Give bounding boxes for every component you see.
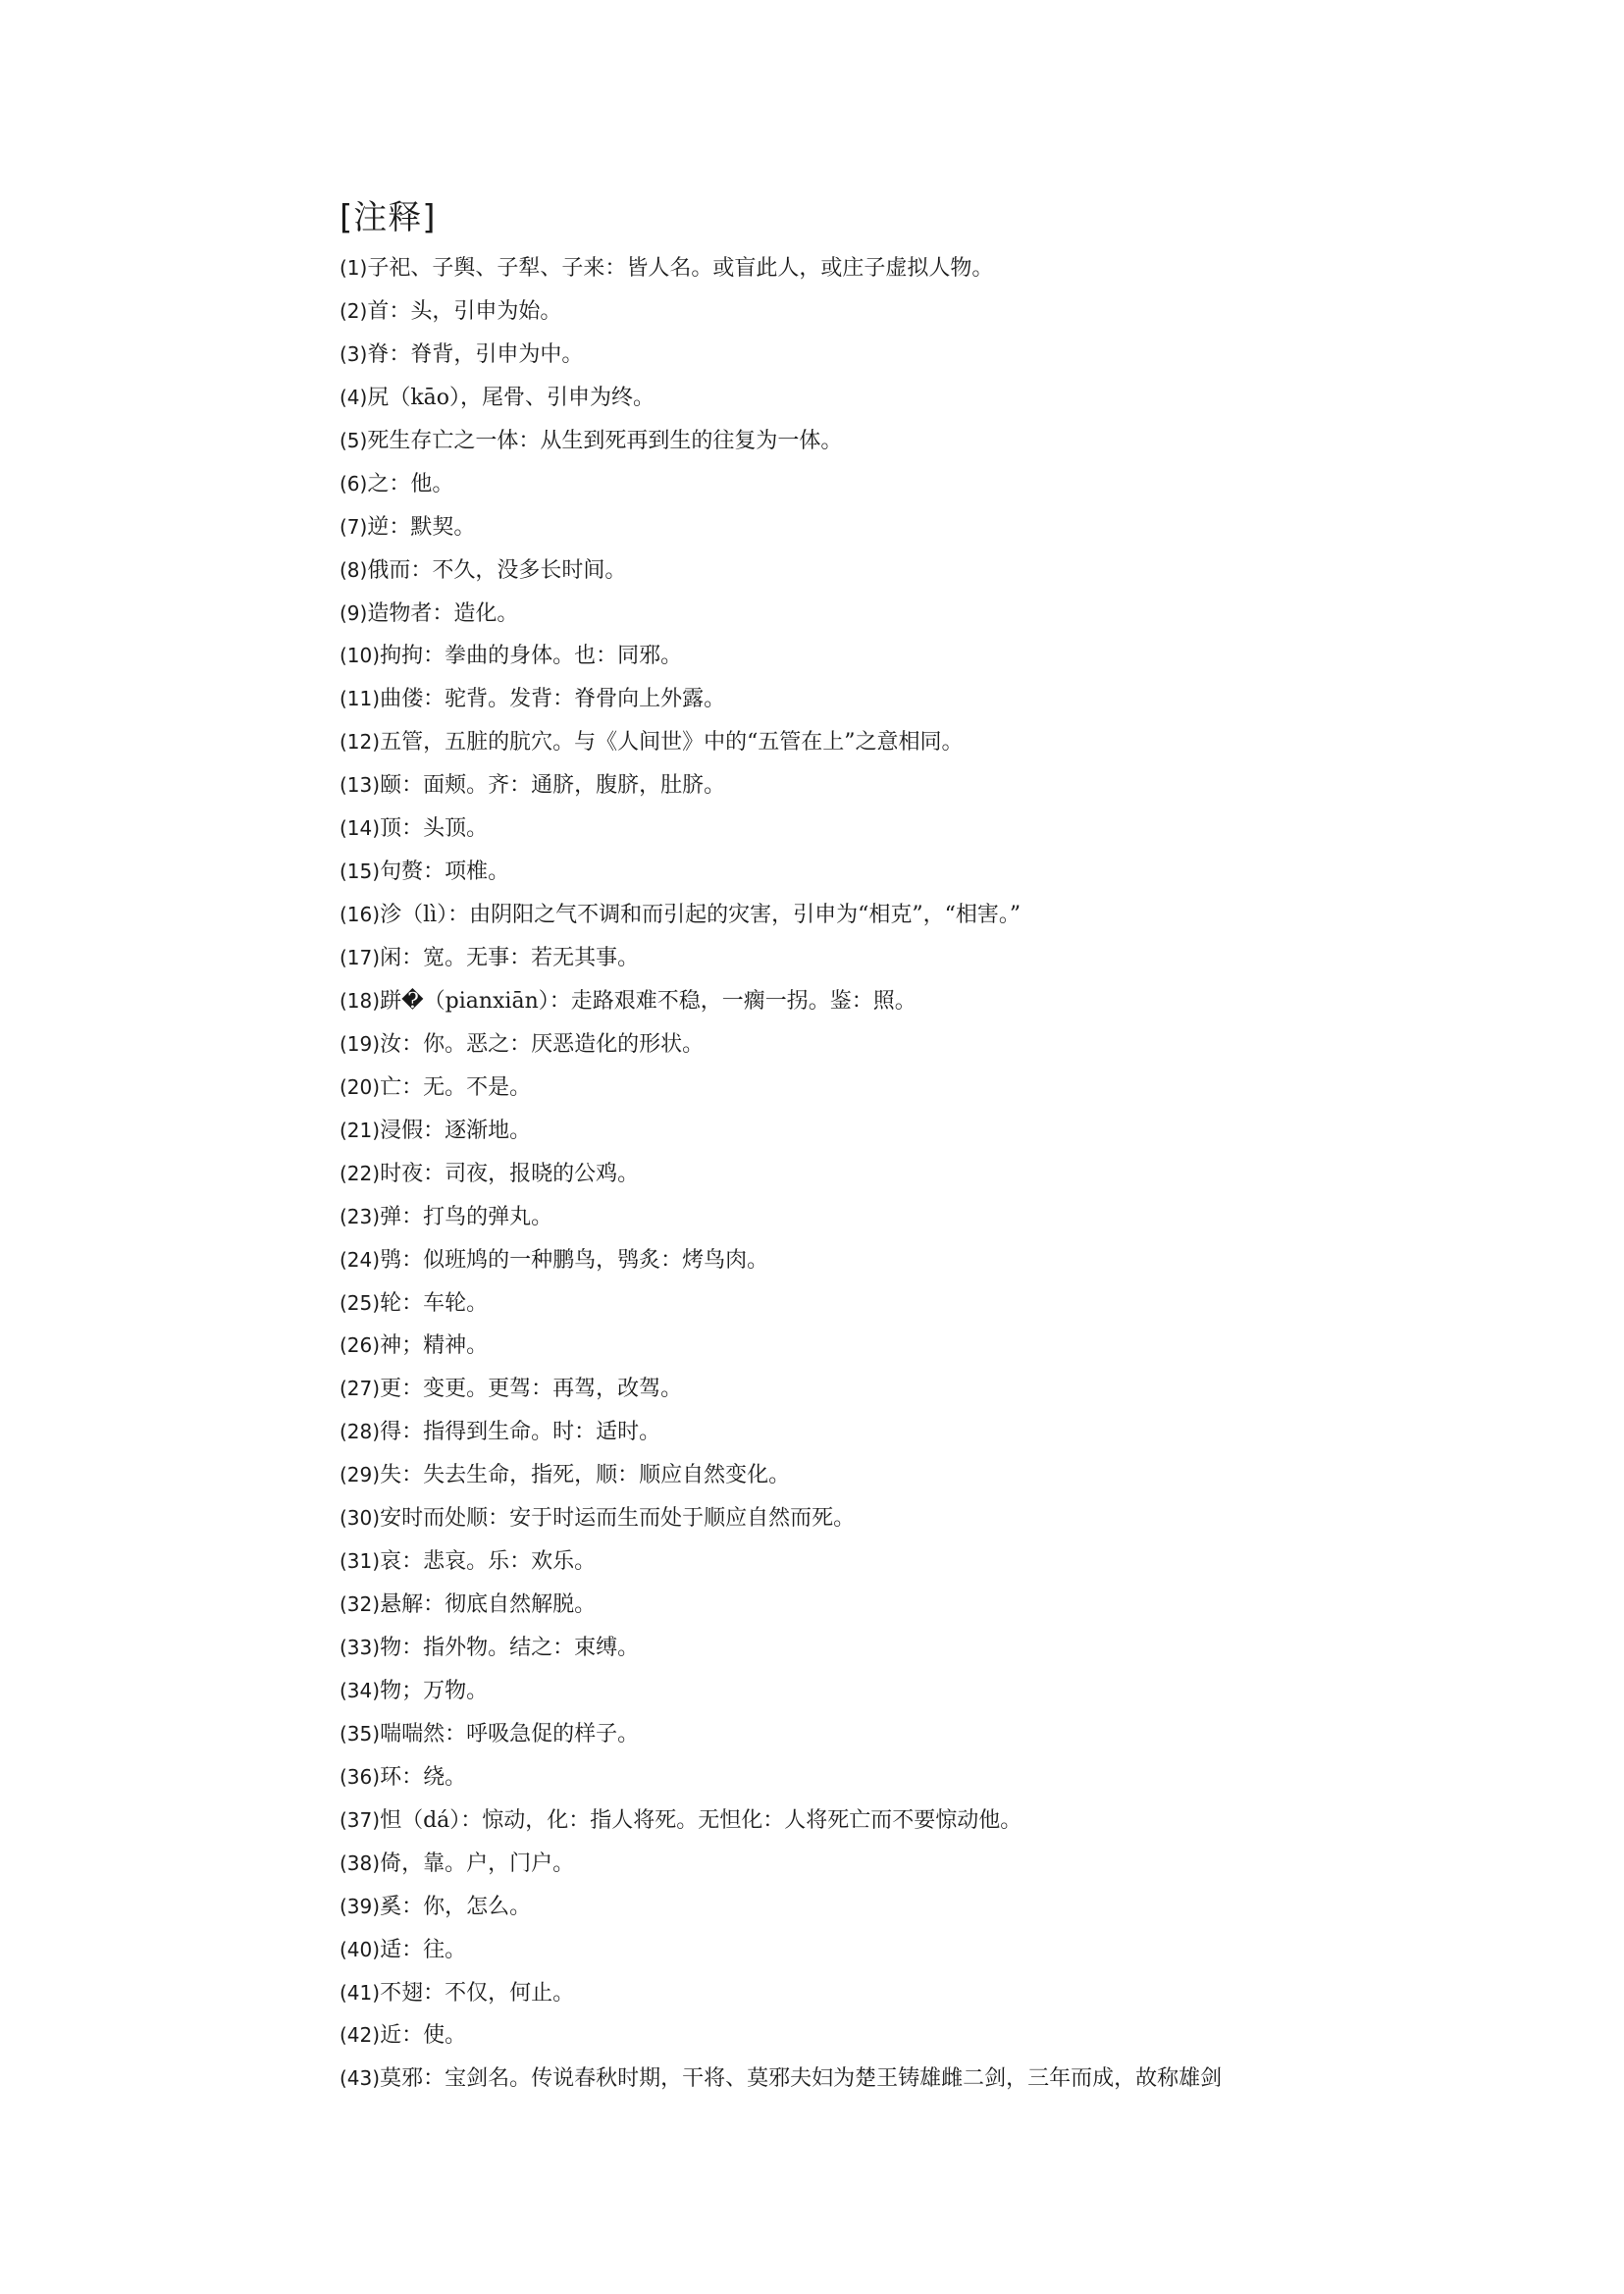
annotation-text: 首：头，引申为始。 [367,298,562,324]
annotation-item [340,1153,1380,1196]
annotation-item [340,1972,1380,2015]
annotation-number: (15) [340,860,381,884]
annotation-number: (32) [340,1592,381,1617]
annotation-text: 浸假：逐渐地。 [380,1118,532,1143]
annotation-text: 造物者：造化。 [367,600,519,626]
annotation-item [340,1756,1380,1799]
annotation-number: (24) [340,1247,381,1272]
annotation-number: (12) [340,730,381,755]
annotation-item [340,764,1380,808]
annotation-number: (19) [340,1031,381,1056]
annotation-item [340,1325,1380,1368]
annotation-item [340,1713,1380,1756]
annotation-text: 适：往。 [380,1937,467,1962]
annotation-item [340,678,1380,721]
annotation-item [340,937,1380,980]
annotation-text: 弹：打鸟的弹丸。 [380,1204,553,1229]
annotation-number: (1) [340,256,368,280]
annotation-item [340,808,1380,851]
annotation-number: (20) [340,1074,381,1099]
annotation-number: (33) [340,1636,381,1659]
annotation-text: 物：指外物。结之：束缚。 [380,1636,640,1660]
annotation-text: 环：绕。 [380,1764,467,1790]
annotation-text: 倚，靠。户，门户。 [380,1851,575,1876]
annotation-number: (40) [340,1937,381,1961]
annotation-text: 轮：车轮。 [380,1290,489,1316]
annotation-item [340,1110,1380,1153]
annotation-number: (38) [340,1851,381,1875]
annotation-number: (31) [340,1549,381,1574]
annotation-item [340,1799,1380,1843]
annotation-item [340,1497,1380,1540]
annotation-number: (3) [340,341,368,366]
annotation-item [340,894,1380,937]
annotation-number: (16) [340,903,381,927]
annotation-number: (29) [340,1463,381,1487]
annotation-item [340,1627,1380,1670]
annotation-text: 沴（lì）：由阴阳之气不调和而引起的灾害，引申为“相克”，“相害。” [380,903,1022,928]
annotation-number: (41) [340,1980,381,2005]
annotation-number: (5) [340,428,368,452]
annotation-item [340,593,1380,636]
annotation-number: (37) [340,1807,381,1832]
annotation-item [340,1023,1380,1067]
annotation-number: (7) [340,514,368,539]
annotation-text: 脊：脊背，引申为中。 [367,341,584,367]
annotation-text: 之：他。 [367,471,454,496]
annotation-text: 子祀、子舆、子犁、子来：皆人名。或盲此人，或庄子虚拟人物。 [367,256,994,281]
annotation-number: (11) [340,687,381,711]
annotation-number: (27) [340,1377,381,1401]
annotation-text: 死生存亡之一体：从生到死再到生的往复为一体。 [367,428,843,453]
annotation-text: 得：指得到生命。时：适时。 [380,1420,661,1445]
annotation-text: 莫邪：宝剑名。传说春秋时期，干将、莫邪夫妇为楚王铸雄雌二剑，三年而成，故称雄剑 [380,2066,1223,2092]
annotation-number: (6) [340,471,368,495]
annotation-number: (39) [340,1894,381,1918]
annotation-text: 哀：悲哀。乐：欢乐。 [380,1549,597,1575]
annotation-text: 亡：无。不是。 [380,1074,532,1100]
annotation-item [340,1454,1380,1497]
annotation-text: 句赘：项椎。 [380,860,510,885]
annotation-number: (28) [340,1420,381,1444]
annotation-text: 顶：头顶。 [380,816,489,842]
annotation-item [340,1929,1380,1972]
annotation-item [340,1584,1380,1627]
annotation-number: (9) [340,600,368,625]
annotation-number: (35) [340,1721,381,1746]
annotation-text: 奚：你，怎么。 [380,1894,532,1919]
annotation-number: (25) [340,1290,381,1315]
annotation-text: 物；万物。 [380,1678,489,1703]
annotation-number: (36) [340,1764,381,1789]
annotation-number: (43) [340,2066,381,2091]
annotation-text: 俄而：不久，没多长时间。 [367,557,627,583]
annotation-number: (26) [340,1333,381,1358]
annotation-item [340,1368,1380,1411]
annotation-item [340,290,1380,334]
annotation-number: (22) [340,1161,381,1185]
annotation-item [340,1886,1380,1929]
annotation-text: 不翅：不仅，何止。 [380,1980,575,2006]
annotation-item [340,247,1380,290]
annotation-text: 汝：你。恶之：厌恶造化的形状。 [380,1031,705,1057]
annotation-text: 曲偻：驼背。发背：脊骨向上外露。 [380,687,726,712]
annotation-text: 尻（kāo），尾骨、引申为终。 [367,385,655,410]
annotation-item [340,506,1380,549]
annotation-number: (2) [340,298,368,323]
annotation-text: 跰�（pianxiān）：走路艰难不稳，一瘸一拐。鉴：照。 [380,988,917,1014]
annotation-number: (23) [340,1204,381,1228]
annotation-text: 失：失去生命，指死，顺：顺应自然变化。 [380,1463,791,1488]
annotation-item [340,420,1380,463]
annotation-item [340,1670,1380,1713]
annotation-text: 闲：宽。无事：若无其事。 [380,946,640,970]
annotation-item [340,980,1380,1023]
annotation-item [340,549,1380,593]
annotation-item [340,851,1380,894]
annotation-item [340,635,1380,678]
annotation-text: 颐：面颊。齐：通脐，腹脐，肚脐。 [380,773,726,799]
annotation-text: 更：变更。更驾：再驾，改驾。 [380,1377,683,1402]
annotation-item [340,463,1380,506]
annotation-item [340,2014,1380,2058]
annotation-number: (34) [340,1678,381,1702]
annotation-item [340,1239,1380,1282]
annotation-item [340,1067,1380,1110]
annotation-item [340,1282,1380,1326]
annotation-item [340,1411,1380,1454]
annotation-text: 安时而处顺：安于时运而生而处于顺应自然而死。 [380,1506,856,1532]
annotation-text: 近：使。 [380,2023,467,2049]
annotation-text: 时夜：司夜，报晓的公鸡。 [380,1161,640,1186]
annotation-number: (13) [340,773,381,798]
annotation-item [340,2058,1380,2101]
annotation-text: 喘喘然：呼吸急促的样子。 [380,1721,640,1747]
annotation-item [340,1843,1380,1886]
annotation-list [340,247,1380,2101]
annotation-number: (14) [340,816,381,841]
annotation-text: 怛（dá）：惊动，化：指人将死。无怛化：人将死亡而不要惊动他。 [380,1807,1022,1833]
annotation-item [340,334,1380,377]
annotation-number: (4) [340,385,368,409]
annotation-text: 悬解：彻底自然解脱。 [380,1592,597,1618]
annotation-number: (10) [340,644,381,668]
annotation-text: 五管，五脏的肮穴。与《人间世》中的“五管在上”之意相同。 [380,730,964,756]
annotation-number: (21) [340,1118,381,1142]
annotation-text: 鸮：似班鸠的一种鹏鸟，鸮炙：烤鸟肉。 [380,1247,769,1273]
annotation-text: 逆：默契。 [367,514,476,540]
annotation-number: (18) [340,988,381,1013]
annotation-item [340,377,1380,420]
annotation-text: 拘拘：拳曲的身体。也：同邪。 [380,644,683,669]
annotation-number: (30) [340,1506,381,1531]
annotation-item [340,1196,1380,1239]
annotation-text: 神；精神。 [380,1333,489,1359]
annotation-item [340,1540,1380,1584]
annotation-item [340,721,1380,764]
annotation-number: (42) [340,2023,381,2048]
annotation-number: (17) [340,946,381,969]
section-heading: [注释] [340,198,437,237]
annotation-number: (8) [340,557,368,582]
